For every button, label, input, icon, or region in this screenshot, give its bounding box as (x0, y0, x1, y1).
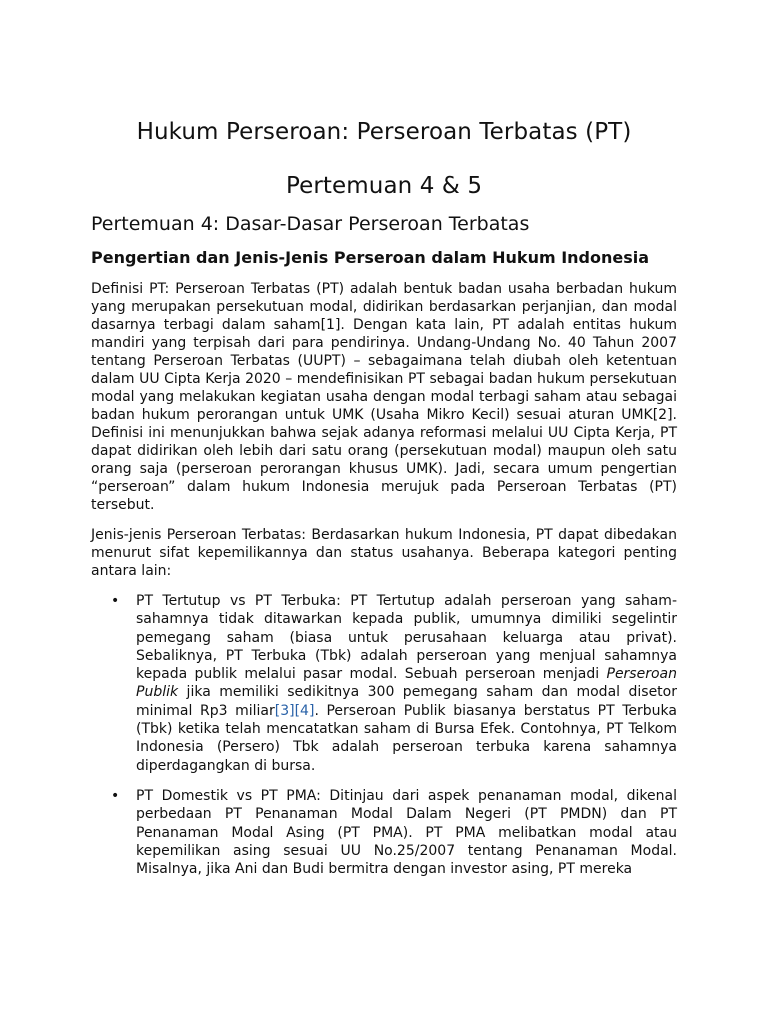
document-subtitle: Pertemuan 4 & 5 (285, 173, 483, 199)
bullet-text: PT Tertutup vs PT Terbuka: PT Tertutup adalah perseroan yang saham-sahamnya tidak ditawarkan kepada publik, umumnya dimiliki segelintir pemegang saham (biasa untuk perusahaan keluarga atau privat). Sebaliknya, PT Terbuka (Tbk) adalah perseroan yang menjual sahamnya kepada publik melalui pasar modal. Sebuah perseroan menjadi (136, 593, 677, 683)
document-title: Hukum Perseroan: Perseroan Terbatas (PT) (136, 119, 632, 145)
bullet-text: . Perseroan Publik biasanya berstatus PT Terbuka (Tbk) ketika telah mencatatkan saham di Bursa Efek. Contohnya, PT Telkom Indonesia (Persero) Tbk adalah perseroan terbuka karena sahamnya diperdagangkan di bursa. (136, 702, 677, 774)
list-item (91, 592, 677, 775)
bullet-list (91, 592, 677, 878)
paragraph-definisi: Definisi PT: Perseroan Terbatas (PT) adalah bentuk badan usaha berbadan hukum yang merupakan persekutuan modal, didirikan berdasarkan perjanjian, dan modal dasarnya terbagi dalam saham[1]. Dengan kata lain, PT adalah entitas hukum mandiri yang terpisah dari para pendirinya. Undang-Undang No. 40 Tahun 2007 tentang Perseroan Terbatas (UUPT) – sebagaimana telah diubah oleh ketentuan dalam UU Cipta Kerja 2020 – mendefinisikan PT sebagai badan hukum persekutuan modal yang melakukan kegiatan usaha dengan modal terbagi saham atau sebagai badan hukum perorangan untuk UMK (Usaha Mikro Kecil) sesuai aturan UMK[2]. Definisi ini menunjukkan bahwa sejak adanya reformasi melalui UU Cipta Kerja, PT dapat didirikan oleh lebih dari satu orang (persekutuan modal) maupun oleh satu orang saja (perseroan perorangan khusus UMK). Jadi, secara umum pengertian “perseroan” dalam hukum Indonesia merujuk pada Perseroan Terbatas (PT) tersebut. (91, 281, 677, 513)
list-item (91, 787, 677, 878)
document-page (91, 0, 677, 890)
paragraph-jenis: Jenis-jenis Perseroan Terbatas: Berdasarkan hukum Indonesia, PT dapat dibedakan menurut sifat kepemilikannya dan status usahanya. Beberapa kategori penting antara lain: (91, 527, 677, 579)
citation-link[interactable]: [3][4] (274, 702, 315, 719)
italic-term: Perseroan Publik (136, 666, 677, 701)
bullet-text: jika memiliki sedikitnya 300 pemegang saham dan modal disetor minimal Rp3 miliar (136, 684, 677, 719)
section-heading: Pertemuan 4: Dasar-Dasar Perseroan Terbatas (91, 213, 530, 235)
bullet-text: PT Domestik vs PT PMA: Ditinjau dari aspek penanaman modal, dikenal perbedaan PT Penanaman Modal Dalam Negeri (PT PMDN) dan PT Penanaman Modal Asing (PT PMA). PT PMA melibatkan modal atau kepemilikan asing sesuai UU No.25/2007 tentang Penanaman Modal. Misalnya, jika Ani dan Budi bermitra dengan investor asing, PT mereka (136, 787, 677, 878)
bullet-marker: • (111, 593, 120, 609)
bullet-marker: • (111, 787, 120, 804)
subsection-heading: Pengertian dan Jenis-Jenis Perseroan dalam Hukum Indonesia (91, 248, 650, 267)
